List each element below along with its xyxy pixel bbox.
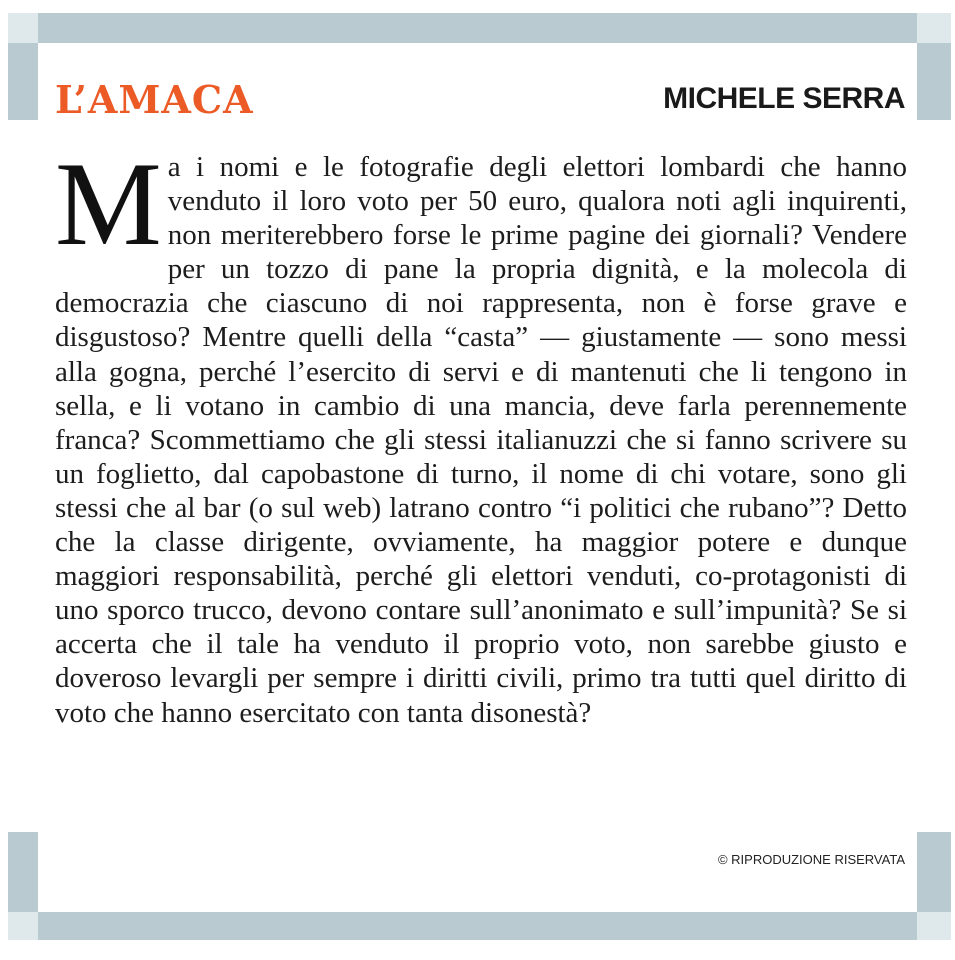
frame-corner-top-right <box>917 13 951 43</box>
column-title: L’AMACA <box>55 77 254 122</box>
article-body <box>55 137 907 730</box>
author-name: MICHELE SERRA <box>663 82 905 115</box>
frame-corner-bottom-right <box>917 912 951 940</box>
frame-bottom-bar <box>8 912 951 940</box>
article-text: a i nomi e le fotografie degli elettori lombardi che hanno venduto il loro voto per 50 euro, qualora noti agli inquirenti, non meriterebbero forse le prime pagine dei giornali? Vendere per un tozzo di pane la propria dignità, e la molecola di democrazia che ciascuno di noi rappresenta, non è forse grave e disgustoso? Mentre quelli della “casta” — giustamente — sono messi alla gogna, perché l’esercito di servi e di mantenuti che li tengono in sella, e li votano in cambio di una mancia, deve farla perennemente franca? Scommettiamo che gli stessi italianuzzi che si fanno scrivere su un foglietto, dal capobastone di turno, il nome di chi votare, sono gli stessi che al bar (o sul web) latrano contro “i politici che rubano”? Detto che la classe dirigente, ovviamente, ha maggior potere e dunque maggiori responsabilità, perché gli elettori venduti, co-protagonisti di uno sporco trucco, devono contare sull’anonimato e sull’impunità? Se si accerta che il tale ha venduto il proprio voto, non sarebbe giusto e doveroso levargli per sempre i diritti civili, primo tra tutti quel diritto di voto che hanno esercitato con tanta disonestà? <box>55 151 907 729</box>
copyright-notice: © RIPRODUZIONE RISERVATA <box>717 852 905 867</box>
frame-corner-bottom-left <box>8 912 38 940</box>
frame-corner-top-left <box>8 13 38 43</box>
drop-cap: M <box>55 137 162 270</box>
frame-top-bar <box>8 13 951 43</box>
